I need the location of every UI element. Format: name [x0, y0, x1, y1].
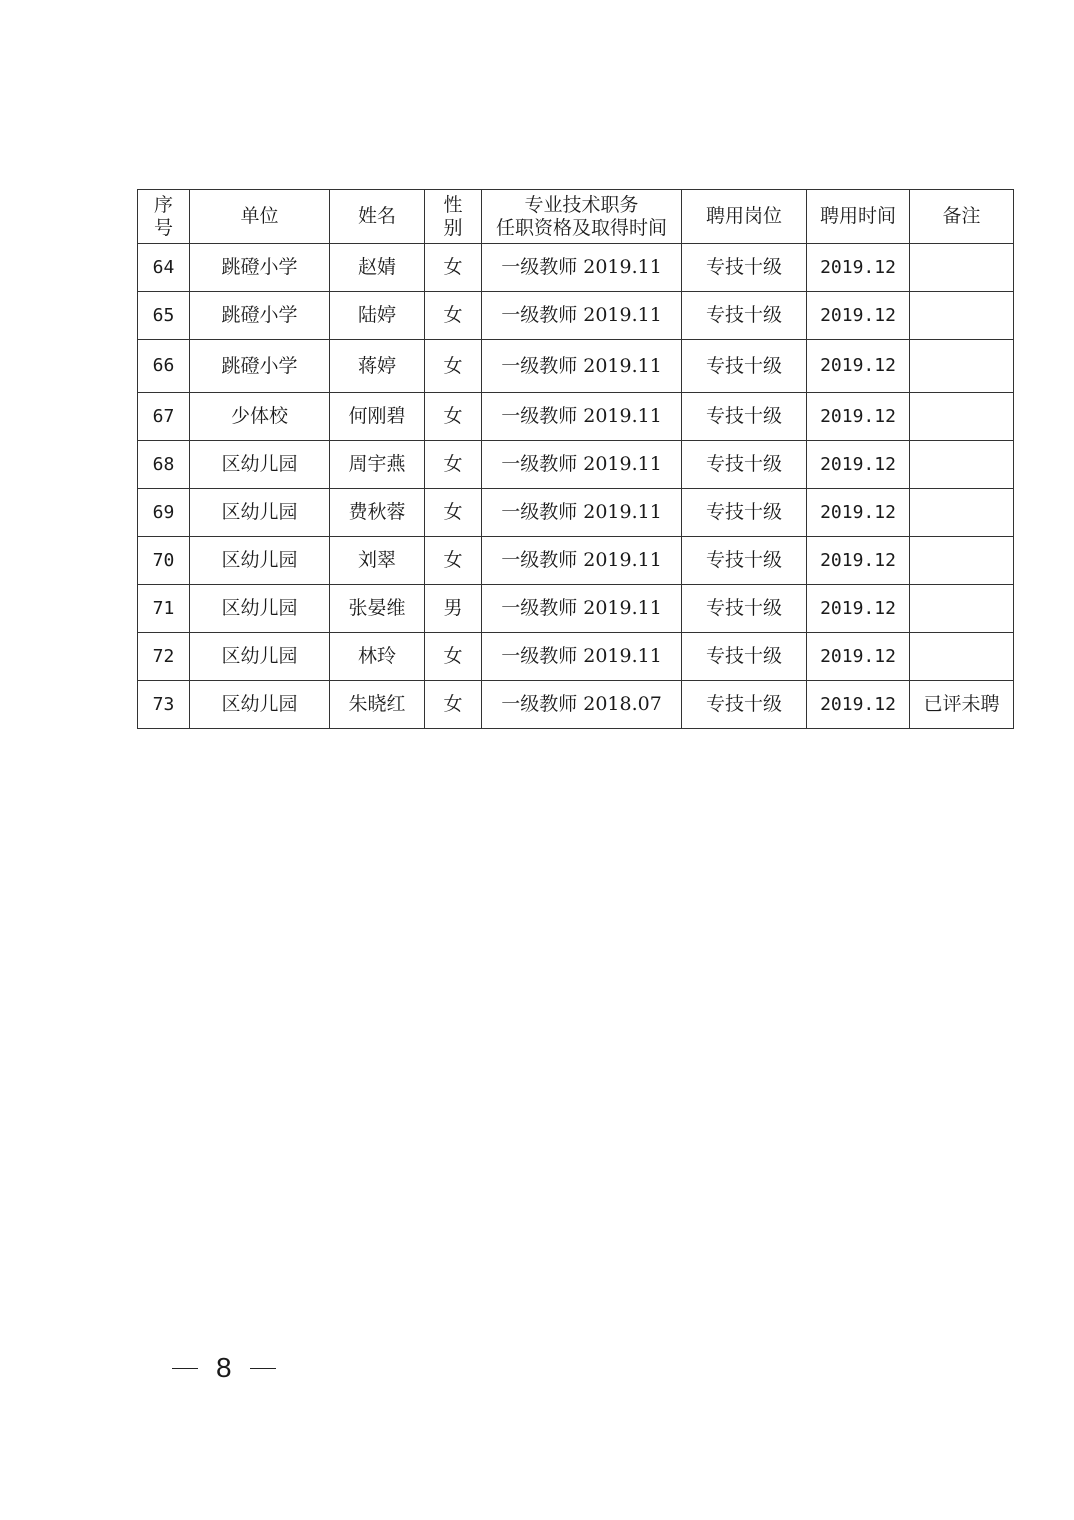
table-row	[138, 244, 1014, 292]
cell-gender: 女	[425, 681, 482, 729]
table-row	[138, 681, 1014, 729]
cell-unit: 跳磴小学	[190, 292, 330, 340]
table-row	[138, 585, 1014, 633]
cell-qualification: 一级教师 2019.11	[482, 585, 682, 633]
header-seq-line2: 号	[153, 216, 173, 239]
table-row	[138, 292, 1014, 340]
cell-seq: 71	[138, 585, 190, 633]
table-row	[138, 489, 1014, 537]
cell-qualification: 一级教师 2019.11	[482, 489, 682, 537]
cell-name: 朱晓红	[330, 681, 425, 729]
cell-unit: 区幼儿园	[190, 537, 330, 585]
cell-seq: 70	[138, 537, 190, 585]
cell-unit: 跳磴小学	[190, 340, 330, 393]
footer-dash-left	[172, 1368, 198, 1369]
cell-gender: 女	[425, 537, 482, 585]
header-seq-line1: 序	[153, 193, 173, 216]
cell-hire-time: 2019.12	[807, 340, 910, 393]
cell-gender: 女	[425, 489, 482, 537]
cell-seq: 64	[138, 244, 190, 292]
cell-post: 专技十级	[682, 292, 807, 340]
table-row	[138, 633, 1014, 681]
cell-hire-time: 2019.12	[807, 537, 910, 585]
cell-name: 何刚碧	[330, 393, 425, 441]
cell-post: 专技十级	[682, 489, 807, 537]
header-hire-time: 聘用时间	[807, 190, 910, 244]
cell-gender: 女	[425, 340, 482, 393]
cell-seq: 65	[138, 292, 190, 340]
cell-unit: 区幼儿园	[190, 585, 330, 633]
header-gender-line2: 别	[443, 216, 463, 239]
cell-post: 专技十级	[682, 441, 807, 489]
cell-unit: 区幼儿园	[190, 633, 330, 681]
cell-remark	[910, 441, 1014, 489]
cell-qualification: 一级教师 2019.11	[482, 244, 682, 292]
cell-name: 赵婧	[330, 244, 425, 292]
cell-remark	[910, 537, 1014, 585]
cell-gender: 女	[425, 244, 482, 292]
cell-qualification: 一级教师 2018.07	[482, 681, 682, 729]
footer-dash-right	[250, 1368, 276, 1369]
header-qualification-line2: 任职资格及取得时间	[495, 216, 667, 239]
cell-unit: 少体校	[190, 393, 330, 441]
cell-post: 专技十级	[682, 585, 807, 633]
cell-hire-time: 2019.12	[807, 585, 910, 633]
cell-seq: 72	[138, 633, 190, 681]
cell-hire-time: 2019.12	[807, 441, 910, 489]
header-gender	[425, 190, 482, 244]
cell-remark	[910, 393, 1014, 441]
cell-remark	[910, 633, 1014, 681]
cell-post: 专技十级	[682, 681, 807, 729]
table-row	[138, 393, 1014, 441]
cell-remark	[910, 489, 1014, 537]
table-row	[138, 340, 1014, 393]
header-unit: 单位	[190, 190, 330, 244]
cell-hire-time: 2019.12	[807, 292, 910, 340]
page-footer	[172, 1348, 276, 1388]
cell-hire-time: 2019.12	[807, 489, 910, 537]
cell-hire-time: 2019.12	[807, 244, 910, 292]
header-remark: 备注	[910, 190, 1014, 244]
cell-remark: 已评未聘	[910, 681, 1014, 729]
cell-gender: 女	[425, 633, 482, 681]
header-gender-line1: 性	[443, 193, 463, 216]
cell-qualification: 一级教师 2019.11	[482, 340, 682, 393]
cell-name: 张晏维	[330, 585, 425, 633]
cell-post: 专技十级	[682, 633, 807, 681]
cell-gender: 女	[425, 441, 482, 489]
cell-name: 周宇燕	[330, 441, 425, 489]
cell-hire-time: 2019.12	[807, 393, 910, 441]
cell-gender: 女	[425, 393, 482, 441]
header-seq	[138, 190, 190, 244]
cell-qualification: 一级教师 2019.11	[482, 393, 682, 441]
cell-post: 专技十级	[682, 393, 807, 441]
table-header-row	[138, 190, 1014, 244]
cell-seq: 67	[138, 393, 190, 441]
cell-qualification: 一级教师 2019.11	[482, 441, 682, 489]
cell-seq: 73	[138, 681, 190, 729]
table-row	[138, 441, 1014, 489]
cell-gender: 男	[425, 585, 482, 633]
cell-qualification: 一级教师 2019.11	[482, 633, 682, 681]
cell-name: 陆婷	[330, 292, 425, 340]
teacher-appointment-table	[137, 189, 1014, 729]
header-qualification-line1: 专业技术职务	[524, 193, 639, 216]
cell-name: 蒋婷	[330, 340, 425, 393]
header-qualification	[482, 190, 682, 244]
cell-name: 林玲	[330, 633, 425, 681]
cell-seq: 69	[138, 489, 190, 537]
table-row	[138, 537, 1014, 585]
cell-remark	[910, 585, 1014, 633]
cell-remark	[910, 244, 1014, 292]
header-name: 姓名	[330, 190, 425, 244]
cell-unit: 区幼儿园	[190, 441, 330, 489]
cell-seq: 68	[138, 441, 190, 489]
cell-qualification: 一级教师 2019.11	[482, 537, 682, 585]
cell-seq: 66	[138, 340, 190, 393]
cell-hire-time: 2019.12	[807, 633, 910, 681]
cell-post: 专技十级	[682, 340, 807, 393]
cell-hire-time: 2019.12	[807, 681, 910, 729]
page-number: 8	[216, 1352, 232, 1383]
cell-unit: 区幼儿园	[190, 489, 330, 537]
cell-unit: 跳磴小学	[190, 244, 330, 292]
cell-unit: 区幼儿园	[190, 681, 330, 729]
cell-gender: 女	[425, 292, 482, 340]
cell-remark	[910, 340, 1014, 393]
cell-name: 刘翠	[330, 537, 425, 585]
cell-post: 专技十级	[682, 244, 807, 292]
cell-remark	[910, 292, 1014, 340]
cell-name: 费秋蓉	[330, 489, 425, 537]
cell-qualification: 一级教师 2019.11	[482, 292, 682, 340]
cell-post: 专技十级	[682, 537, 807, 585]
header-post: 聘用岗位	[682, 190, 807, 244]
